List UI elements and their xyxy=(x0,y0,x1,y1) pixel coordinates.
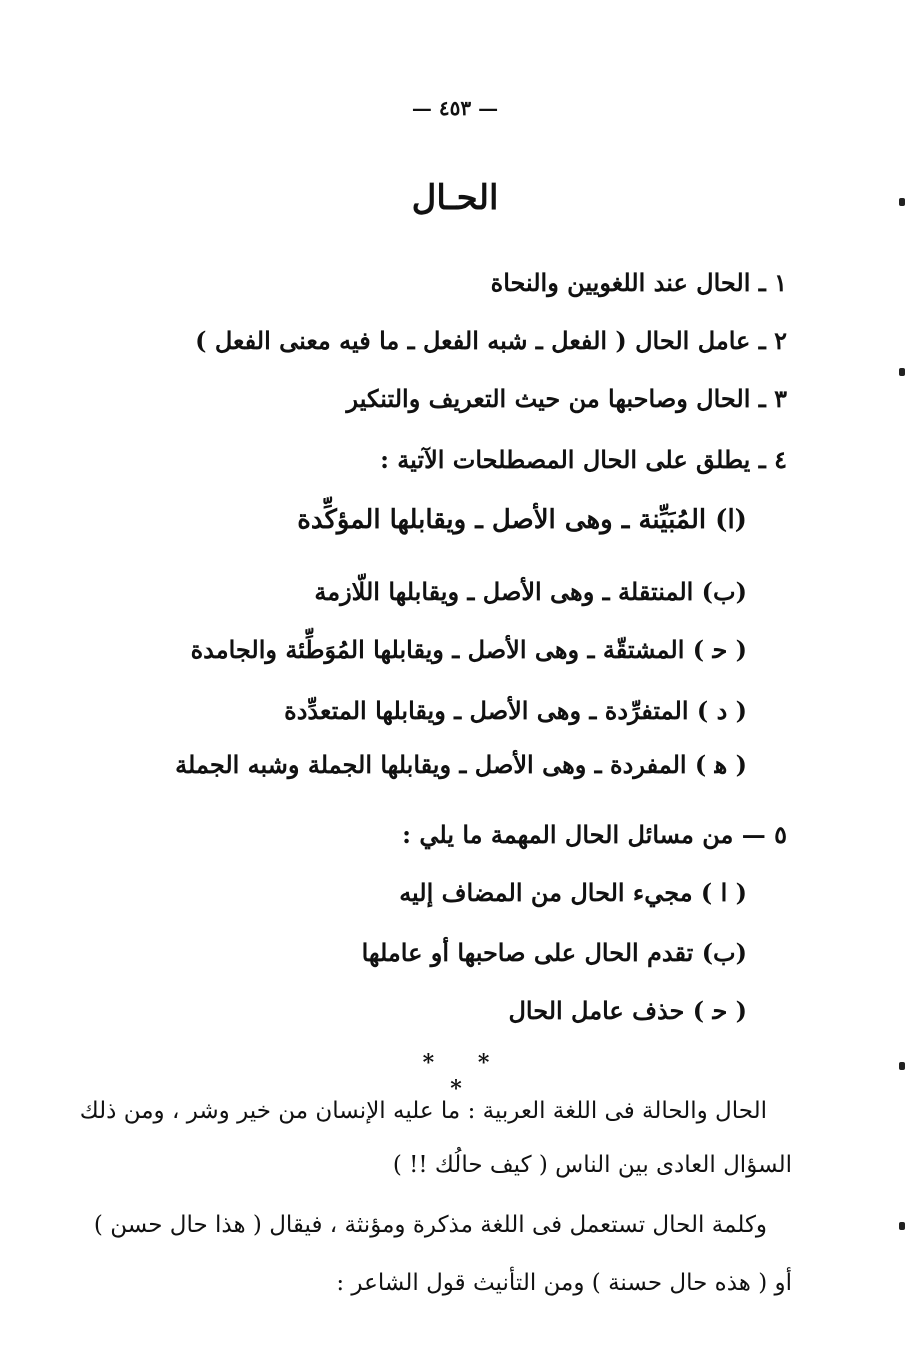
list-item: ٣ ـ الحال وصاحبها من حيث التعريف والتنكير xyxy=(346,384,787,413)
list-item: ٤ ـ يطلق على الحال المصطلحات الآتية : xyxy=(380,445,787,474)
paragraph-line: أو ( هذه حال حسنة ) ومن التأنيث قول الشاعر : xyxy=(336,1270,792,1296)
term-item: ( ﻫ ) المفردة ـ وهى الأصل ـ ويقابلها الجملة وشبه الجملة xyxy=(175,750,747,779)
scan-mark xyxy=(899,368,905,376)
term-item: ( د ) المتفرِّدة ـ وهى الأصل ـ ويقابلها المتعدِّدة xyxy=(284,696,747,725)
page-number: — ٤٥٣ — xyxy=(411,96,499,120)
paragraph-line: السؤال العادى بين الناس ( كيف حالُك !! ) xyxy=(392,1152,792,1178)
scan-mark xyxy=(899,1062,905,1070)
scan-mark xyxy=(899,1222,905,1230)
issue-item: ( ا ) مجيء الحال من المضاف إليه xyxy=(399,878,747,907)
list-item: ٢ ـ عامل الحال ( الفعل ـ شبه الفعل ـ ما فيه معنى الفعل ) xyxy=(195,326,787,355)
paragraph-line: وكلمة الحال تستعمل فى اللغة مذكرة ومؤنثة ، فيقال ( هذا حال حسن ) xyxy=(93,1212,767,1238)
page-title: الحـال xyxy=(411,178,499,218)
list-item: ٥ — من مسائل الحال المهمة ما يلي : xyxy=(402,820,787,849)
term-item: (ب) المنتقلة ـ وهى الأصل ـ ويقابلها اللّازمة xyxy=(314,577,747,606)
scan-mark xyxy=(899,198,905,206)
section-separator: * * * xyxy=(422,1050,508,1102)
term-item: ( ﺣ ) المشتقّة ـ وهى الأصل ـ ويقابلها المُوَطِّئة والجامدة xyxy=(190,635,747,664)
issue-item: (ب) تقدم الحال على صاحبها أو عاملها xyxy=(361,938,747,967)
issue-item: ( ﺣ ) حذف عامل الحال xyxy=(508,996,747,1025)
list-item: ١ ـ الحال عند اللغويين والنحاة xyxy=(490,268,787,297)
paragraph-line: الحال والحالة فى اللغة العربية : ما عليه الإنسان من خير وشر ، ومن ذلك xyxy=(79,1098,767,1124)
term-item: (ا) المُبَيِّنة ـ وهى الأصل ـ ويقابلها المؤكِّدة xyxy=(297,505,747,535)
